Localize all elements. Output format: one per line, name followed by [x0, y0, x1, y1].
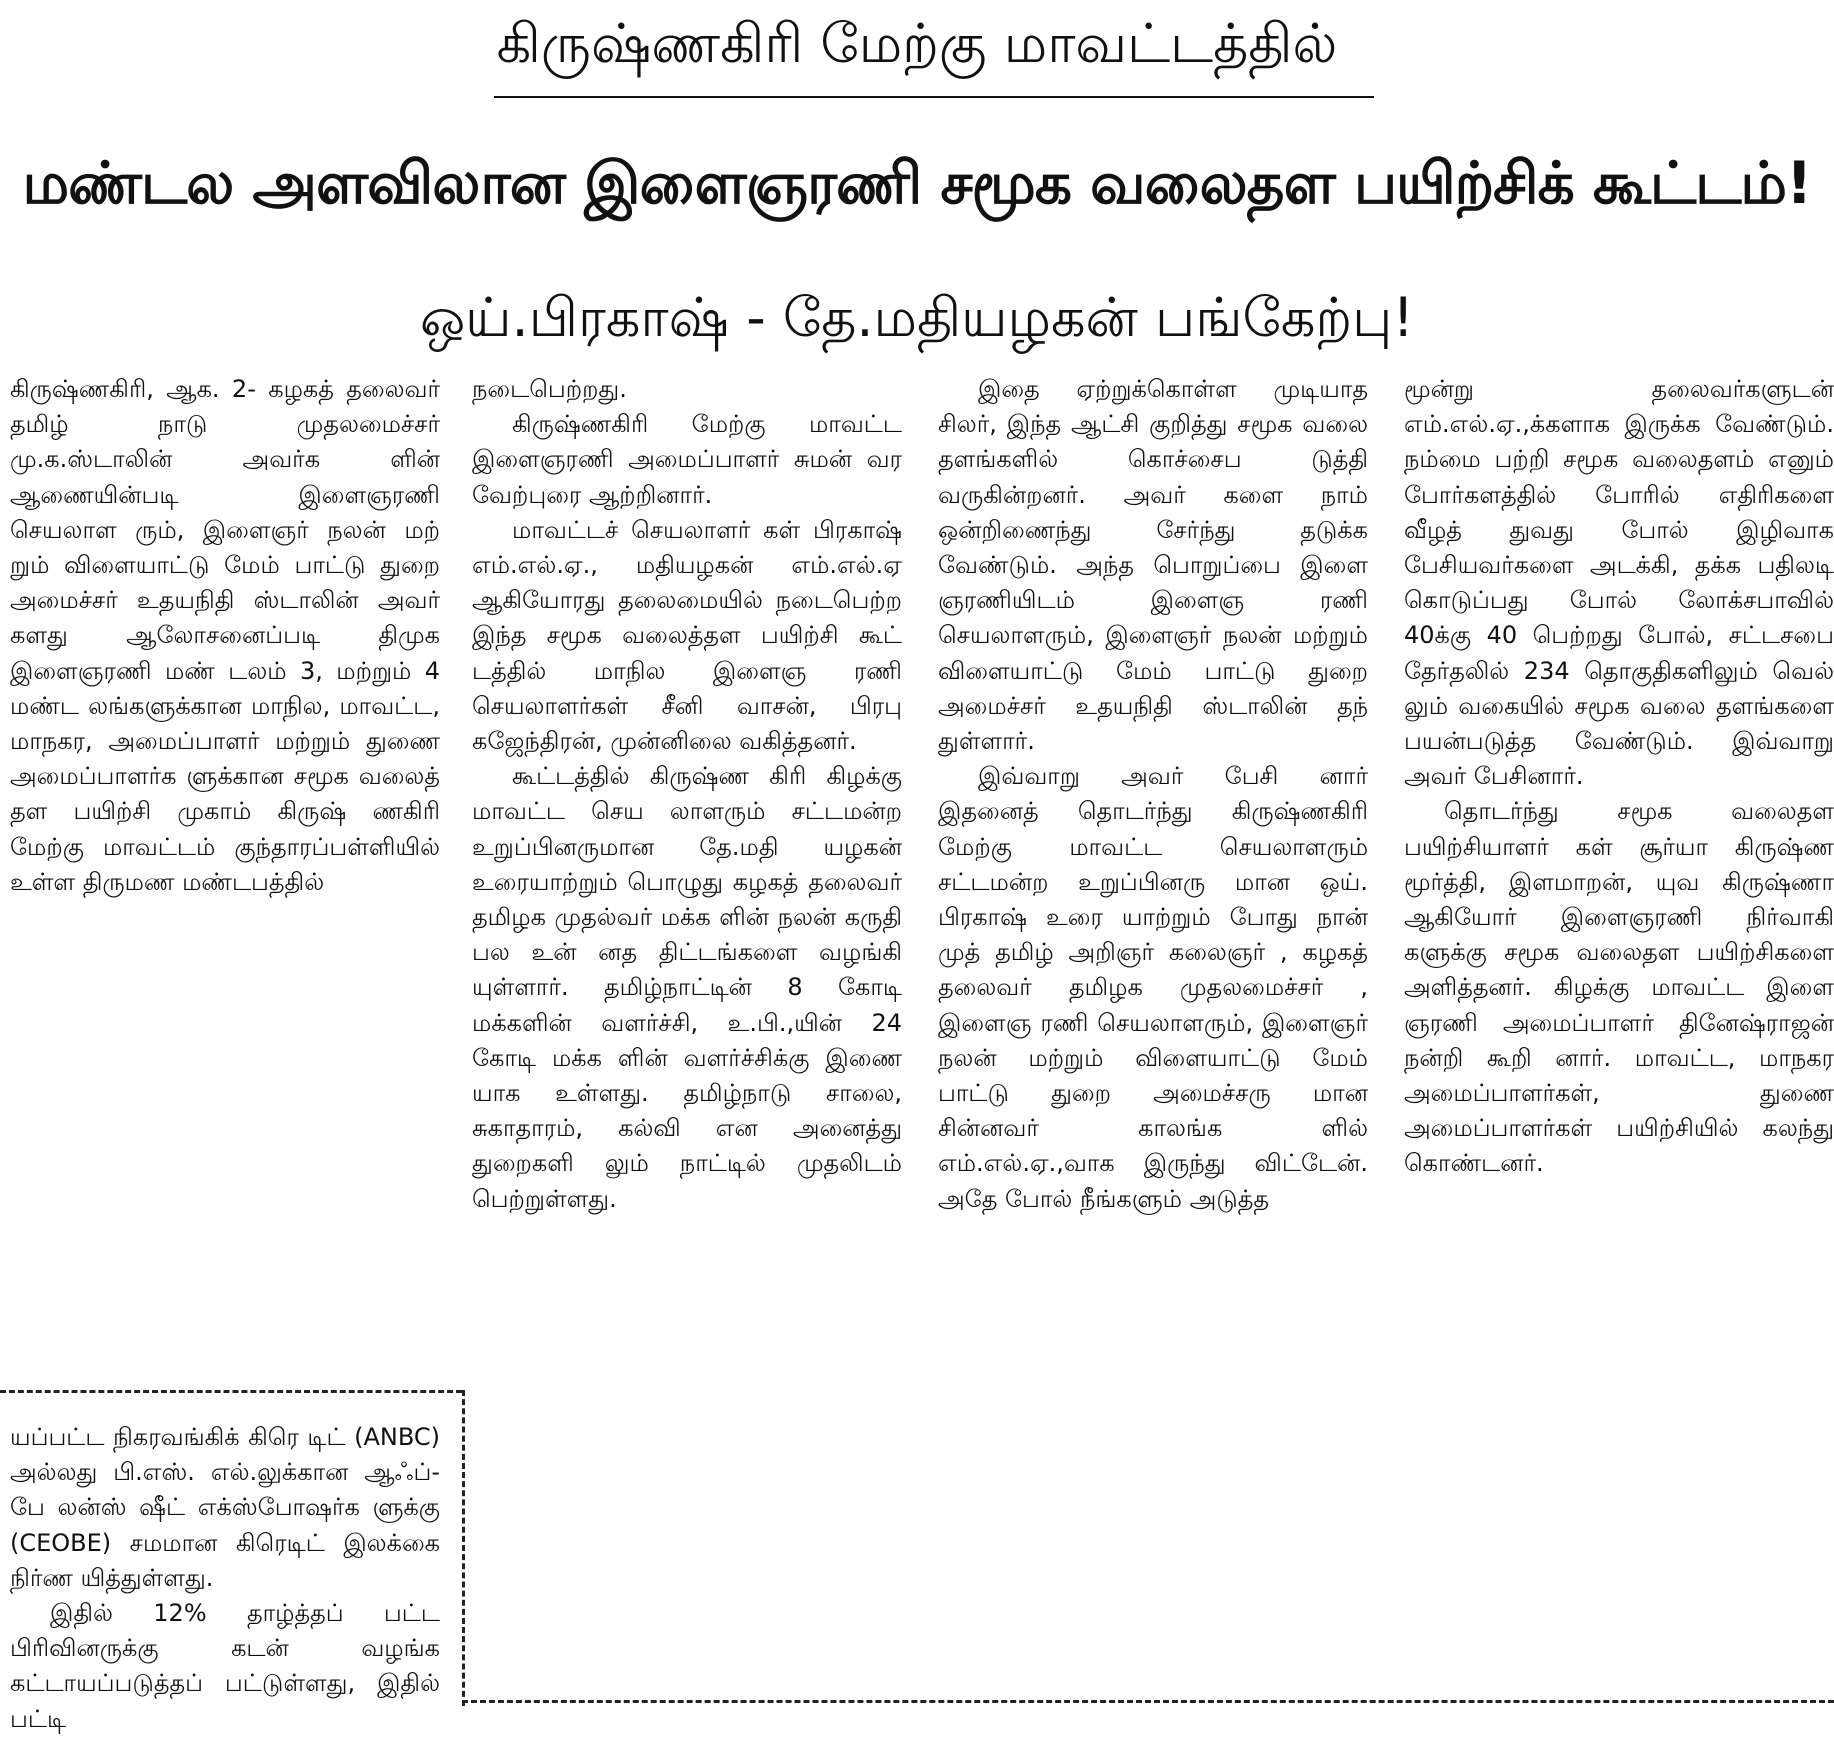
dashed-border-bottom: [462, 1700, 1834, 1703]
subheadline: ஒய்.பிரகாஷ் - தே.மதியழகன் பங்கேற்பு!: [419, 286, 1415, 349]
paragraph: இதை ஏற்றுக்கொள்ள முடியாத சிலர், இந்த ஆட்சி குறித்து சமூக வலை தளங்களில் கொச்சைப டுத்தி வருகின்றனர். அவர் களை நாம் ஒன்றிணைந்து சேர்ந்து தடுக்க வேண்டும். அந்த பொறுப்பை இளை ஞரணியிடம் இளைஞ ரணி செயலாளரும், இளைஞர் நலன் மற்றும் விளையாட்டு மேம் பாட்டு துறை அமைச்சர் உதயநிதி ஸ்டாலின் தந் துள்ளார்.: [938, 375, 1368, 756]
paragraph: இதில் 12% தாழ்த்தப் பட்ட பிரிவினருக்கு கடன் வழங்க கட்டாயப்படுத்தப் பட்டுள்ளது, இதில் பட்டி: [10, 1599, 440, 1733]
article-column-3: [938, 372, 1368, 1217]
adjacent-story-fragment: [10, 1420, 440, 1737]
paragraph: நடைபெற்றது.: [472, 375, 627, 403]
paragraph: கூட்டத்தில் கிருஷ்ண கிரி கிழக்கு மாவட்ட செய லாளரும் சட்டமன்ற உறுப்பினருமான தே.மதி யழகன் உரையாற்றும் பொழுது கழகத் தலைவர் தமிழக முதல்வர் மக்க ளின் நலன் கருதி பல உன் னத திட்டங்களை வழங்கி யுள்ளார். தமிழ்நாட்டின் 8 கோடி மக்களின் வளர்ச்சி, உ.பி.,யின் 24 கோடி மக்க ளின் வளர்ச்சிக்கு இணை யாக உள்ளது. தமிழ்நாடு சாலை, சுகாதாரம், கல்வி என அனைத்து துறைகளி லும் நாட்டில் முதலிடம் பெற்றுள்ளது.: [472, 762, 902, 1213]
dashed-border-side: [462, 1390, 465, 1706]
kicker-heading: கிருஷ்ணகிரி மேற்கு மாவட்டத்தில்: [496, 12, 1338, 75]
paragraph: தொடர்ந்து சமூக வலைதள பயிற்சியாளர் கள் சூர்யா கிருஷ்ண மூர்த்தி, இளமாறன், யுவ கிருஷ்ணா ஆகியோர் இளைஞரணி நிர்வாகி களுக்கு சமூக வலைதள பயிற்சிகளை அளித்தனர். கிழக்கு மாவட்ட இளை ஞரணி அமைப்பாளர் தினேஷ்ராஜன் நன்றி கூறி னார். மாவட்ட, மாநகர அமைப்பாளர்கள், துணை அமைப்பாளர்கள் பயிற்சியில் கலந்து கொண்டனர்.: [1404, 797, 1834, 1178]
kicker-underline: [494, 96, 1374, 98]
headline: மண்டல அளவிலான இளைஞரணி சமூக வலைதள பயிற்சிக் கூட்டம்!: [22, 149, 1812, 217]
paragraph: கிருஷ்ணகிரி, ஆக. 2- கழகத் தலைவர் தமிழ் நாடு முதலமைச்சர் மு.க.ஸ்டாலின் அவர்க ளின் ஆணையின்படி இளைஞரணி செயலாள ரும், இளைஞர் நலன் மற் றும் விளையாட்டு மேம் பாட்டு துறை அமைச்சர் உதயநிதி ஸ்டாலின் அவர் களது ஆலோசனைப்படி திமுக இளைஞரணி மண் டலம் 3, மற்றும் 4 மண்ட லங்களுக்கான மாநில, மாவட்ட, மாநகர, அமைப்பாளர் மற்றும் துணை அமைப்பாளர்க ளுக்கான சமூக வலைத் தள பயிற்சி முகாம் கிருஷ் ணகிரி மேற்கு மாவட்டம் குந்தாரப்பள்ளியில் உள்ள திருமண மண்டபத்தில்: [10, 375, 440, 896]
paragraph: யப்பட்ட நிகரவங்கிக் கிரெ டிட் (ANBC) அல்லது பி.எஸ். எல்.லுக்கான ஆஃப்-பே லன்ஸ் ஷீட் எக்ஸ்போஷர்க ளுக்கு (CEOBE) சமமான கிரெடிட் இலக்கை நிர்ண யித்துள்ளது.: [10, 1423, 440, 1592]
paragraph: இவ்வாறு அவர் பேசி னார் இதனைத் தொடர்ந்து கிருஷ்ணகிரி மேற்கு மாவட்ட செயலாளரும் சட்டமன்ற உறுப்பினரு மான ஒய். பிரகாஷ் உரை யாற்றும் போது நான் முத் தமிழ் அறிஞர் கலைஞர் , கழகத் தலைவர் தமிழக முதலமைச்சர் , இளைஞ ரணி செயலாளரும், இளைஞர் நலன் மற்றும் விளையாட்டு மேம் பாட்டு துறை அமைச்சரு மான சின்னவர் காலங்க ளில் எம்.எல்.ஏ.,வாக இருந்து விட்டேன். அதே போல் நீங்களும் அடுத்த: [938, 762, 1368, 1213]
paragraph: மாவட்டச் செயலாளர் கள் பிரகாஷ் எம்.எல்.ஏ., மதியழகன் எம்.எல்.ஏ ஆகியோரது தலைமையில் நடைபெற்ற இந்த சமூக வலைத்தள பயிற்சி கூட் டத்தில் மாநில இளைஞ ரணி செயலாளர்கள் சீனி வாசன், பிரபு கஜேந்திரன், முன்னிலை வகித்தனர்.: [472, 515, 902, 756]
article-column-1: [10, 372, 440, 900]
paragraph: மூன்று தலைவர்களுடன் எம்.எல்.ஏ.,க்களாக இருக்க வேண்டும். நம்மை பற்றி சமூக வலைதளம் எனும் போர்களத்தில் போரில் எதிரிகளை வீழத் துவது போல் இழிவாக பேசியவர்களை அடக்கி, தக்க பதிலடி கொடுப்பது போல் லோக்சபாவில் 40க்கு 40 பெற்றது போல், சட்டசபை தேர்தலில் 234 தொகுதிகளிலும் வெல் லும் வகையில் சமூக வலை தளங்களை பயன்படுத்த வேண்டும். இவ்வாறு அவர் பேசினார்.: [1404, 375, 1834, 791]
article-column-2: [472, 372, 902, 1217]
dashed-border-top: [0, 1390, 462, 1393]
article-column-4: [1404, 372, 1834, 1182]
paragraph: கிருஷ்ணகிரி மேற்கு மாவட்ட இளைஞரணி அமைப்பாளர் சுமன் வர வேற்புரை ஆற்றினார்.: [472, 410, 902, 509]
